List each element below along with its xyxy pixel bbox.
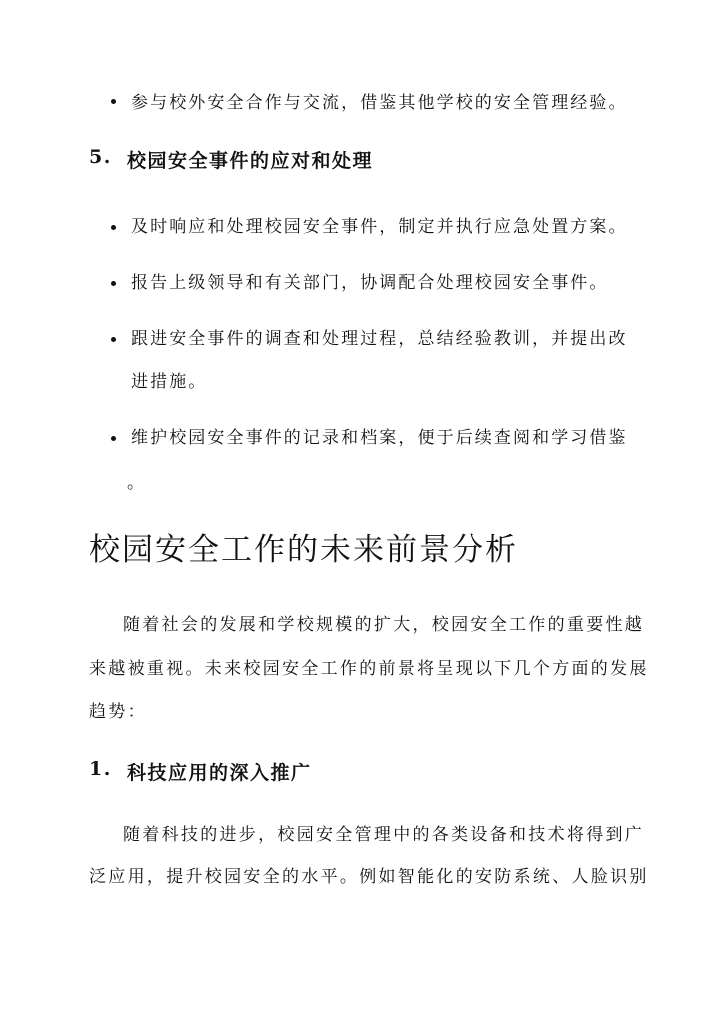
section-number: 1. — [89, 758, 112, 780]
chapter-heading: 校园安全工作的未来前景分析 — [89, 532, 518, 568]
list-item-text: 及时响应和处理校园安全事件，制定并执行应急处置方案。 — [131, 217, 628, 237]
list-item-text: 跟进安全事件的调查和处理过程，总结经验教训，并提出改 — [131, 329, 628, 349]
paragraph-line: 来越被重视。未来校园安全工作的前景将呈现以下几个方面的发展 — [89, 659, 649, 679]
section-heading: 科技应用的深入推广 — [127, 762, 312, 784]
paragraph-line: 随着社会的发展和学校规模的扩大，校园安全工作的重要性越 — [123, 615, 645, 635]
paragraph-line: 随着科技的进步，校园安全管理中的各类设备和技术将得到广 — [123, 825, 645, 845]
section-number: 5. — [89, 146, 112, 168]
bullet-marker — [111, 436, 116, 441]
paragraph-line: 泛应用，提升校园安全的水平。例如智能化的安防系统、人脸识别 — [89, 867, 649, 887]
bullet-marker — [111, 225, 116, 230]
bullet-marker — [111, 337, 116, 342]
bullet-marker — [111, 281, 116, 286]
bullet-marker — [111, 99, 116, 104]
list-item-text: 维护校园安全事件的记录和档案，便于后续查阅和学习借鉴 — [131, 428, 628, 448]
list-item-text-continuation: 。 — [127, 473, 147, 493]
list-item-text-continuation: 进措施。 — [131, 372, 208, 392]
list-item-text: 报告上级领导和有关部门，协调配合处理校园安全事件。 — [131, 273, 609, 293]
list-item-text: 参与校外安全合作与交流，借鉴其他学校的安全管理经验。 — [131, 93, 628, 113]
paragraph-line: 趋势： — [89, 702, 147, 722]
section-heading: 校园安全事件的应对和处理 — [127, 150, 374, 172]
